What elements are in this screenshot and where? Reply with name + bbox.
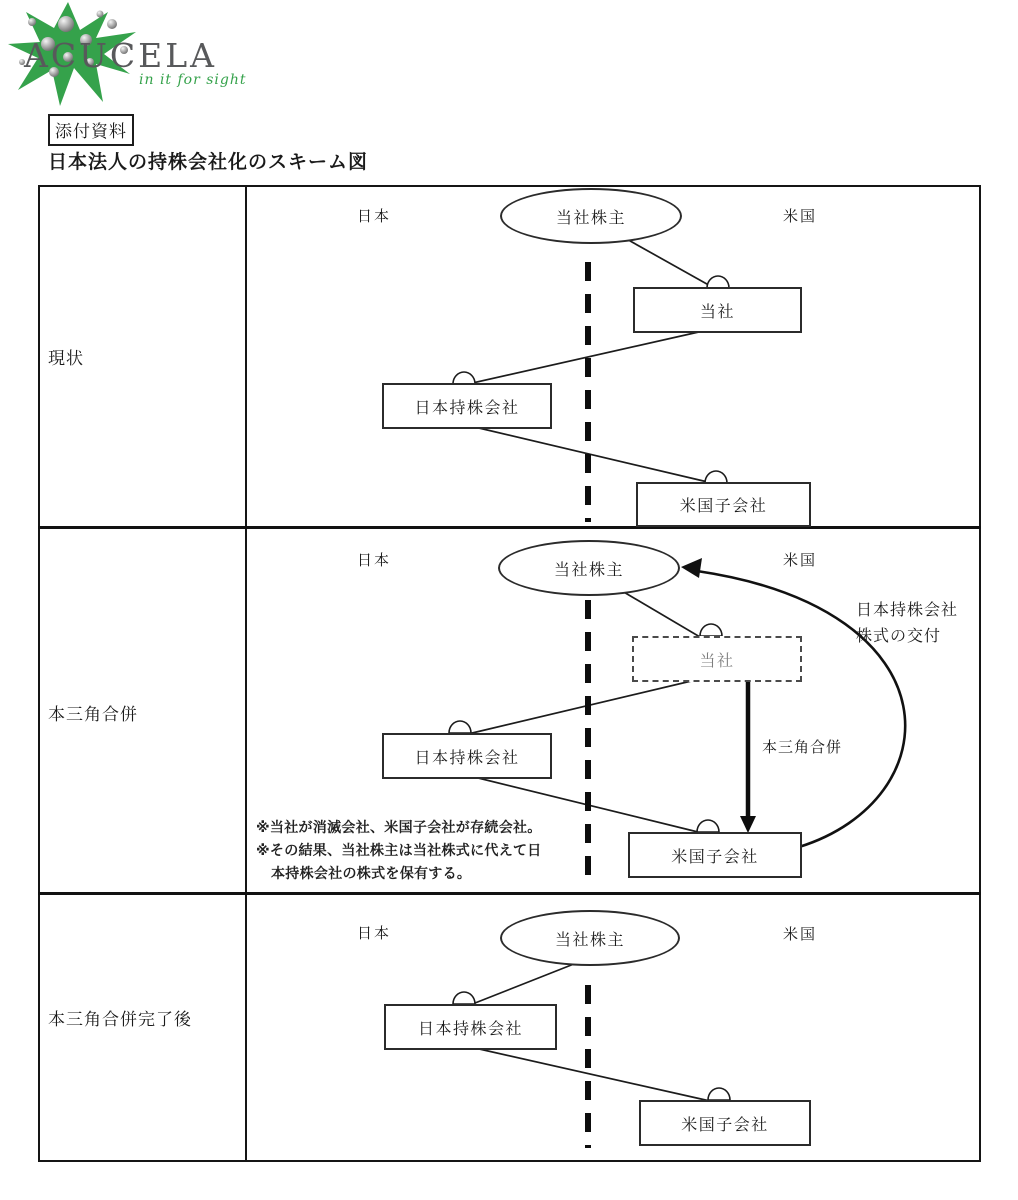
share-delivery-note bbox=[856, 598, 958, 650]
footnote-line: ※当社が消滅会社、米国子会社が存続会社。 bbox=[256, 819, 542, 835]
us-label-row2: 米国 bbox=[783, 552, 818, 569]
japan-holdco-box-row3 bbox=[384, 1004, 557, 1050]
japan-holdco-box-row2 bbox=[382, 733, 552, 779]
shareholders-label: 当社株主 bbox=[553, 561, 624, 579]
japan-holdco-box-row1 bbox=[382, 383, 552, 429]
us-subsidiary-label: 米国子会社 bbox=[679, 498, 768, 515]
brand-wordmark: ACUCELA bbox=[24, 36, 217, 75]
japan-label-row1: 日本 bbox=[357, 208, 392, 225]
row-label-triangular-merger: 本三角合併 bbox=[48, 705, 138, 724]
shareholders-label: 当社株主 bbox=[554, 931, 625, 949]
us-subsidiary-box-row2 bbox=[628, 832, 802, 878]
share-delivery-note-line1: 日本持株会社 bbox=[856, 602, 959, 619]
row-label-current-state: 現状 bbox=[48, 349, 84, 368]
company-box-dashed-row2 bbox=[632, 636, 802, 682]
us-subsidiary-box-row3 bbox=[639, 1100, 811, 1146]
japan-label-row2: 日本 bbox=[357, 552, 392, 569]
merger-arrow-label: 本三角合併 bbox=[762, 739, 843, 756]
attachment-tag: 添付資料 bbox=[48, 114, 134, 146]
merger-footnotes bbox=[256, 816, 542, 885]
japan-label-row3: 日本 bbox=[357, 925, 392, 942]
japan-holdco-label: 日本持株会社 bbox=[414, 399, 520, 417]
row-label-after-completion: 本三角合併完了後 bbox=[48, 1010, 192, 1029]
shareholders-ellipse-row3 bbox=[500, 910, 680, 966]
japan-holdco-label: 日本持株会社 bbox=[417, 1020, 523, 1038]
page-title: 日本法人の持株会社化のスキーム図 bbox=[48, 152, 369, 173]
table-column-divider bbox=[245, 185, 247, 1162]
share-delivery-note-line2: 株式の交付 bbox=[856, 628, 942, 645]
japan-holdco-label: 日本持株会社 bbox=[414, 749, 520, 767]
footnote-line: ※その結果、当社株主は当社株式に代えて日 bbox=[256, 842, 542, 858]
shareholders-ellipse-row1 bbox=[500, 188, 682, 244]
footnote-line: 本持株会社の株式を保有する。 bbox=[271, 865, 472, 881]
us-subsidiary-label: 米国子会社 bbox=[671, 848, 759, 866]
company-label: 当社 bbox=[699, 303, 735, 321]
us-subsidiary-label: 米国子会社 bbox=[681, 1116, 769, 1134]
shareholders-label: 当社株主 bbox=[555, 209, 626, 227]
brand-tagline: in it for sight bbox=[139, 72, 247, 88]
company-label: 当社 bbox=[699, 652, 735, 670]
shareholders-ellipse-row2 bbox=[498, 540, 680, 596]
us-label-row3: 米国 bbox=[783, 926, 818, 943]
us-label-row1: 米国 bbox=[783, 208, 818, 225]
table-row-divider-2 bbox=[38, 892, 981, 895]
company-box-row1 bbox=[633, 287, 802, 333]
table-row-divider-1 bbox=[38, 526, 981, 529]
us-subsidiary-box-row1 bbox=[636, 482, 811, 527]
